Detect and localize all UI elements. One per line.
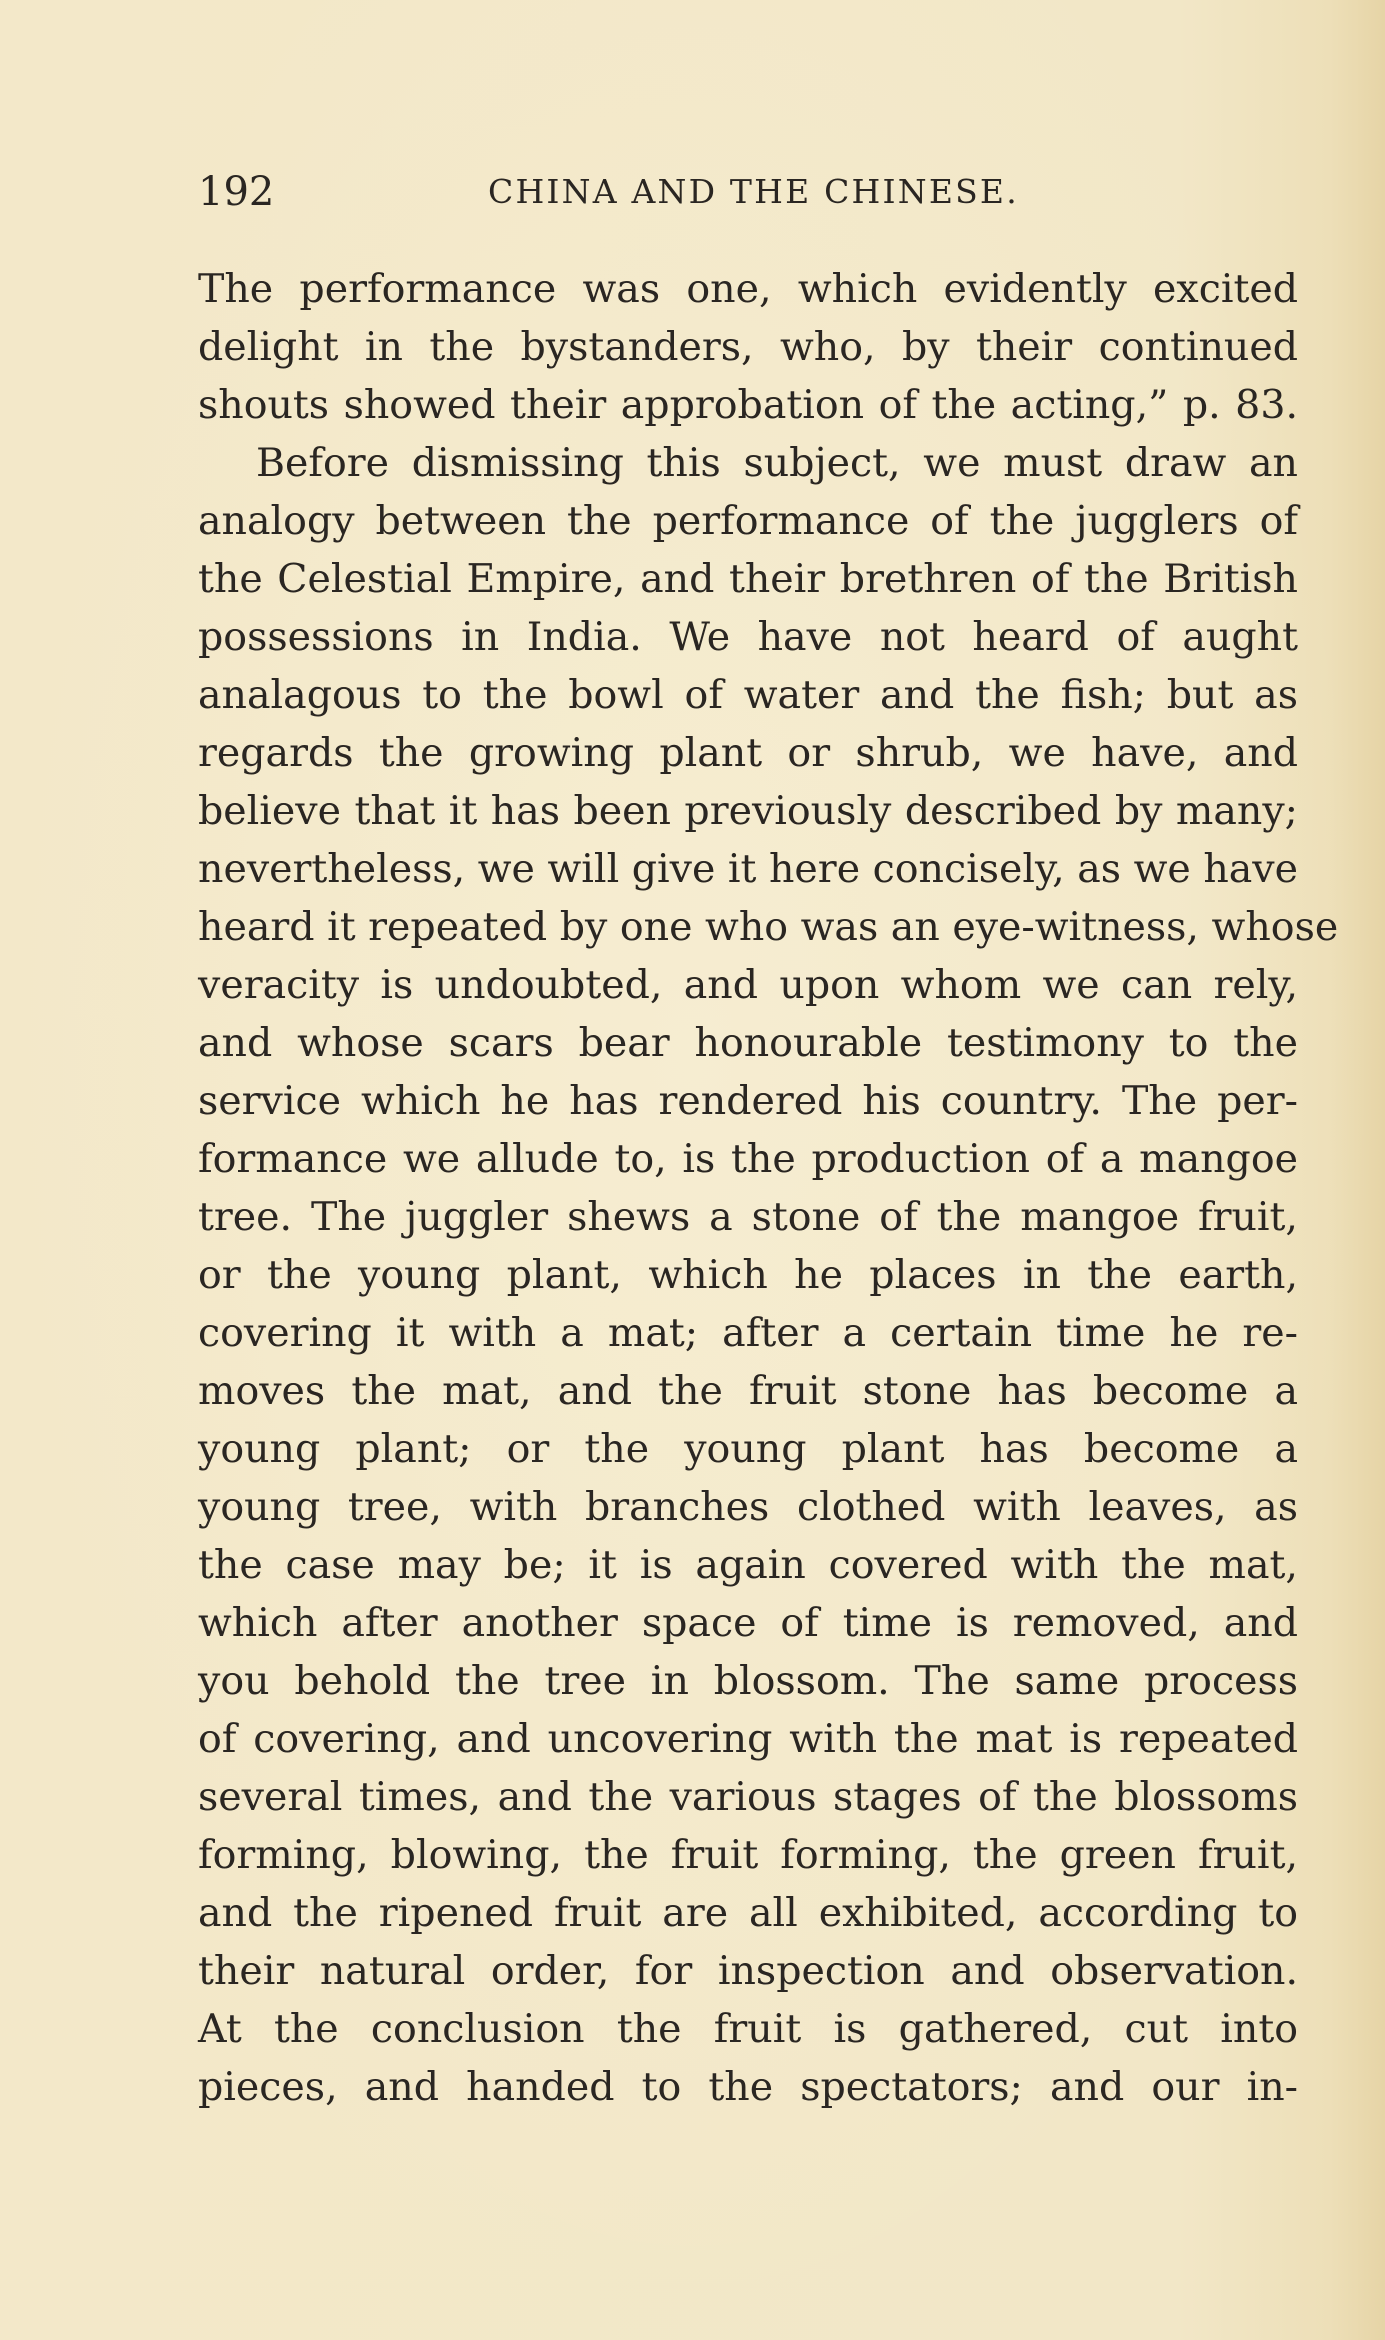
running-head — [198, 167, 1298, 217]
text-line: believe that it has been previously described by many; — [198, 788, 1298, 834]
text-line: pieces, and handed to the spectators; and our in- — [198, 2064, 1298, 2110]
text-line: of covering, and uncovering with the mat is repeated — [198, 1716, 1298, 1762]
text-line: nevertheless, we will give it here concisely, as we have — [198, 846, 1298, 892]
text-line: delight in the bystanders, who, by their continued — [198, 324, 1298, 370]
text-line: analagous to the bowl of water and the fish; but as — [198, 672, 1298, 718]
text-line: shouts showed their approbation of the acting,” p. 83. — [198, 382, 1298, 428]
text-line: or the young plant, which he places in the earth, — [198, 1252, 1298, 1298]
text-line: service which he has rendered his country. The per- — [198, 1078, 1298, 1124]
text-line: young plant; or the young plant has become a — [198, 1426, 1298, 1472]
text-line: their natural order, for inspection and observation. — [198, 1948, 1298, 1994]
text-line: the Celestial Empire, and their brethren of the British — [198, 556, 1298, 602]
text-line: young tree, with branches clothed with leaves, as — [198, 1484, 1298, 1530]
text-line: forming, blowing, the fruit forming, the green fruit, — [198, 1832, 1298, 1878]
text-line: moves the mat, and the fruit stone has become a — [198, 1368, 1298, 1414]
text-line: formance we allude to, is the production of a mangoe — [198, 1136, 1298, 1182]
text-line: you behold the tree in blossom. The same process — [198, 1658, 1298, 1704]
text-line: which after another space of time is removed, and — [198, 1600, 1298, 1646]
text-line: tree. The juggler shews a stone of the mangoe fruit, — [198, 1194, 1298, 1240]
page-number: 192 — [198, 169, 275, 215]
text-line: analogy between the performance of the jugglers of — [198, 498, 1298, 544]
paragraph-start-line: Before dismissing this subject, we must draw an — [256, 440, 1298, 486]
text-line: heard it repeated by one who was an eye-witness, whose — [198, 904, 1339, 950]
text-line: and the ripened fruit are all exhibited, according to — [198, 1890, 1298, 1936]
text-line: The performance was one, which evidently excited — [198, 266, 1298, 312]
text-line: At the conclusion the fruit is gathered, cut into — [198, 2006, 1298, 2052]
text-line: veracity is undoubted, and upon whom we can rely, — [198, 962, 1298, 1008]
text-line: regards the growing plant or shrub, we have, and — [198, 730, 1298, 776]
text-line: and whose scars bear honourable testimony to the — [198, 1020, 1298, 1066]
body-text — [198, 260, 1339, 2116]
text-line: possessions in India. We have not heard of aught — [198, 614, 1298, 660]
text-line: covering it with a mat; after a certain time he re- — [198, 1310, 1298, 1356]
running-head-title: CHINA AND THE CHINESE. — [488, 172, 1019, 211]
text-line: several times, and the various stages of the blossoms — [198, 1774, 1298, 1820]
text-line: the case may be; it is again covered with the mat, — [198, 1542, 1298, 1588]
